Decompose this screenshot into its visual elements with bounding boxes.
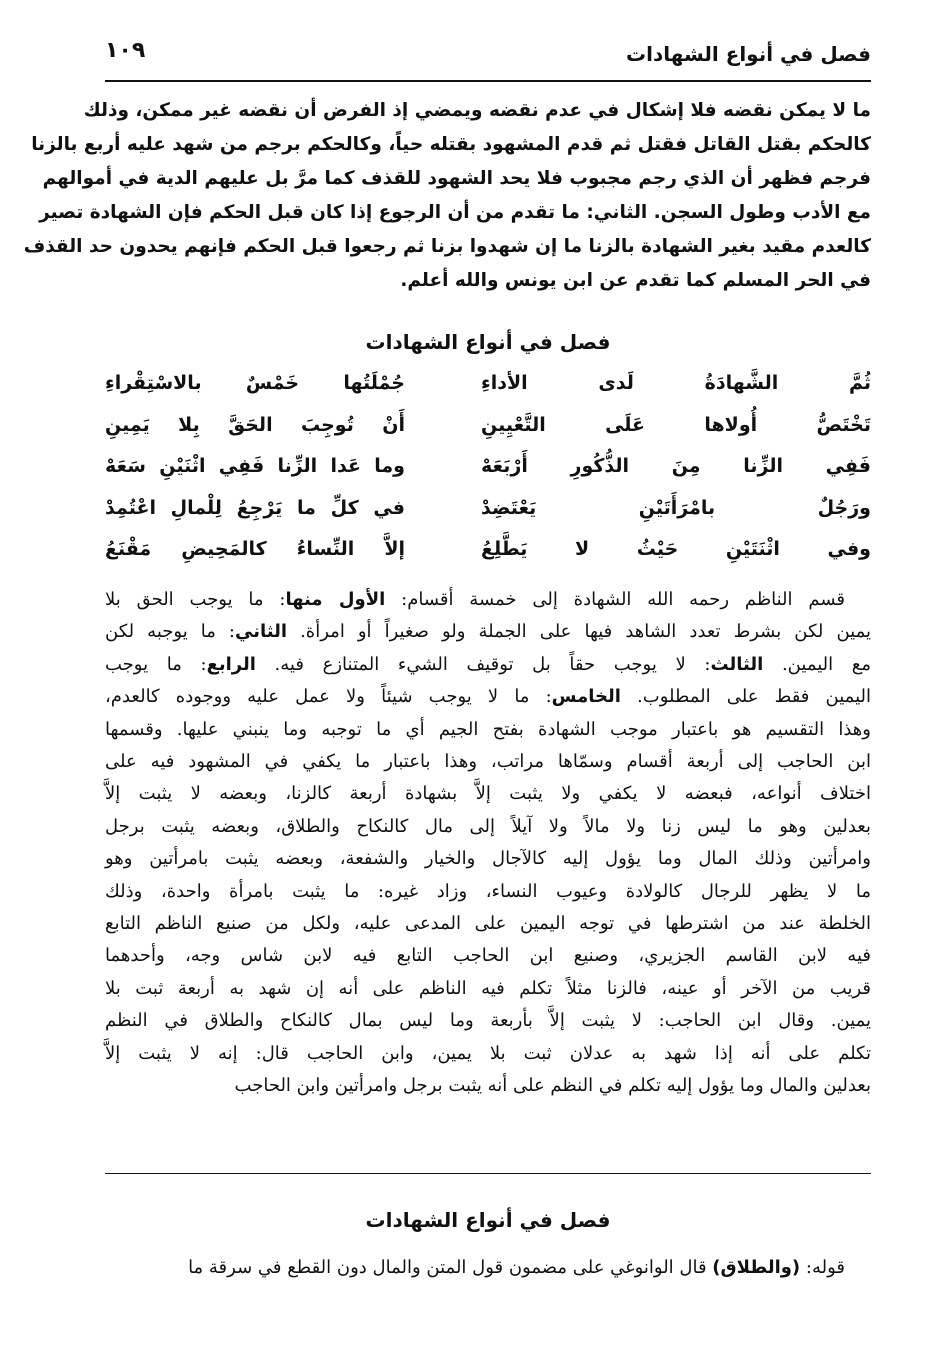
- text-segment: يمين. وقال ابن الحاجب: لا يثبت إلاَّ بأربعة وما ليس بمال كالنكاح والطلاق في النظم: [105, 1010, 871, 1032]
- text-line: [105, 973, 871, 1005]
- text-line: [105, 811, 871, 843]
- text-line: [39, 196, 871, 230]
- verse: [105, 449, 871, 491]
- footnote-text: [105, 1252, 871, 1284]
- text-line: [105, 908, 871, 940]
- text-line: [105, 616, 871, 648]
- bold-term: الثاني: [235, 621, 288, 643]
- text-segment: : لا يوجب حقاً بل توقيف الشيء المتنازع فيه.: [255, 653, 711, 675]
- text-line: [105, 584, 871, 616]
- running-header: [105, 38, 871, 72]
- text-segment: اختلاف أنواعه، فبعضه لا يكفي ولا يثبت إلاَّ بشهادة أربعة كالزنا، وبعضه لا يثبت إلاَّ: [105, 783, 871, 805]
- top-paragraph: [23, 94, 871, 298]
- bold-term: الثالث: [710, 653, 764, 675]
- verse: [105, 491, 871, 533]
- hemistich-left: وما عَدا الزِّنا فَفِي اثْنَيْنِ سَعَهْ: [105, 455, 405, 477]
- text-segment: يمين لكن بشرط تعدد الشاهد فيها على الجملة ولو صغيراً أو امرأة.: [287, 621, 872, 643]
- text-segment: كالحكم بقتل القاتل فقتل ثم قدم المشهود بقتله حياً، وكالحكم برجم من شهد عليه أربع بالزنا: [31, 134, 871, 155]
- text-segment: ابن الحاجب إلى أربعة أقسام وسمّاها مراتب، وهذا باعتبار ما يكفي في المشهود فيه على: [105, 751, 871, 773]
- commentary: [105, 584, 871, 1103]
- text-line: [83, 94, 871, 128]
- text-segment: ما لا يمكن نقضه فلا إشكال في عدم نقضه ويمضي إذ الفرض أن نقضه غير ممكن، وذلك: [83, 100, 871, 121]
- text-line: [42, 162, 871, 196]
- text-line: [105, 1252, 871, 1284]
- hemistich-right: فَفِي الزِّنا مِنَ الذُّكُورِ أَرْبَعَهْ: [481, 455, 871, 477]
- text-segment: تكلم على أنه إذا شهد به عدلان ثبت بلا يمين، وابن الحاجب قال: إنه لا يثبت إلاَّ: [105, 1042, 871, 1064]
- text-segment: : ما يوجبه لكن: [105, 621, 236, 643]
- header-rule: [105, 80, 871, 82]
- text-segment: قريب من الآخر أو عينه، فالزنا مثلاً تكلم فيه الناظم على أنه إن شهد به أربعة ثبت بلا: [105, 977, 871, 999]
- text-segment: قال الوانوغي على مضمون قول المتن والمال دون القطع في سرقة ما: [188, 1257, 713, 1278]
- hemistich-left: إلاَّ النِّساءُ كالمَحِيضِ مَقْنَعُ: [105, 538, 405, 560]
- verse: [105, 532, 871, 574]
- bold-term: الخامس: [551, 686, 621, 708]
- bold-term: (والطلاق): [712, 1257, 801, 1278]
- text-segment: : ما لا يوجب شيئاً ولا عمل عليه ووجوده كالعدم،: [105, 686, 552, 708]
- text-line: [105, 940, 871, 972]
- text-line: [105, 714, 871, 746]
- hemistich-right: ثُمَّ الشَّهادَةُ لَدى الأداءِ: [481, 372, 871, 394]
- footnote-separator: [105, 1173, 871, 1174]
- verse: [105, 408, 871, 450]
- text-segment: في الحر المسلم كما تقدم عن ابن يونس والله أعلم.: [400, 270, 871, 291]
- hemistich-left: في كلِّ ما يَرْجِعُ لِلْمالِ اعْتُمِدْ: [105, 496, 405, 519]
- text-segment: قوله:: [800, 1257, 845, 1278]
- text-line: [105, 1038, 871, 1070]
- text-segment: مع الأدب وطول السجن.: [647, 202, 871, 223]
- text-segment: فرجم فظهر أن الذي رجم مجبوب فلا يحد الشهود للقذف كما مرَّ بل عليهم الدية في أموالهم: [42, 168, 871, 189]
- text-line: [105, 843, 871, 875]
- text-segment: : ما يوجب: [105, 653, 207, 675]
- text-line: [105, 876, 871, 908]
- text-segment: : ما تقدم من أن الرجوع إذا كان قبل الحكم فإن الشهادة تصير: [39, 202, 594, 223]
- bold-term: الثاني: [593, 202, 648, 223]
- hemistich-right: وفي اثْنَتَيْنِ حَيْثُ لا يَطَّلِعُ: [481, 538, 871, 560]
- footnote-title: فصل في أنواع الشهادات: [365, 1208, 611, 1232]
- text-line: [31, 128, 871, 162]
- text-segment: بعدلين والمال وما يؤول إليه تكلم في النظم على أنه يثبت برجل وامرأتين وابن الحاجب: [234, 1075, 871, 1097]
- text-segment: : ما يوجب الحق بلا: [105, 589, 286, 610]
- text-segment: اليمين فقط على المطلوب.: [620, 686, 871, 708]
- text-segment: مع اليمين.: [763, 653, 871, 675]
- hemistich-right: ورَجُلٌ بامْرَأَتَيْنِ يَعْتَضِدْ: [481, 496, 871, 519]
- hemistich-left: أَنْ تُوجِبَ الحَقَّ بِلا يَمِينِ: [105, 413, 405, 436]
- bold-term: الأول منها: [285, 589, 386, 610]
- text-line: [105, 1070, 871, 1102]
- text-line: [23, 230, 871, 264]
- text-line: [105, 681, 871, 713]
- text-segment: بعدلين وهو ما ليس زنا ولا مالاً ولا آيلاً إلى مال كالنكاح والطلاق، وبعضه يثبت برجل: [105, 815, 871, 837]
- text-line: [105, 778, 871, 810]
- text-line: [105, 746, 871, 778]
- section-title: فصل في أنواع الشهادات: [365, 330, 611, 354]
- text-line: [105, 649, 871, 681]
- text-line: [105, 1005, 871, 1037]
- text-segment: الخلطة عند من اشترطها في توجه اليمين على المدعى عليه، ولكل من صنيع الناظم التابع: [105, 913, 871, 935]
- verse: [105, 366, 871, 408]
- text-line: [105, 264, 871, 298]
- text-segment: قسم الناظم رحمه الله الشهادة إلى خمسة أقسام:: [385, 589, 846, 610]
- text-segment: وامرأتين وذلك المال وما يؤول إليه كالآجال والخيار والشفعة، وبعضه يثبت بامرأتين وهو: [105, 848, 871, 870]
- hemistich-left: جُمْلَتُها خَمْسٌ بالاسْتِقْراءِ: [105, 372, 405, 394]
- running-header-title: فصل في أنواع الشهادات: [626, 42, 871, 66]
- text-segment: ما لا يظهر للرجال كالولادة وعيوب النساء، وزاد غيره: ما يثبت بامرأة واحدة، وذلك: [105, 880, 871, 902]
- hemistich-right: تَخْتَصُّ أُولاها عَلَى التَّعْيِينِ: [481, 413, 871, 436]
- text-segment: كالعدم مقيد بغير الشهادة بالزنا ما إن شهدوا بزنا ثم رجعوا قبل الحكم فإنهم يحدون حد القذف: [23, 236, 871, 257]
- page-number: ١٠٩: [105, 38, 146, 63]
- text-segment: فيه لابن القاسم الجزيري، وصنيع ابن الحاجب التابع فيه لابن شاس وجه، وأحدهما: [105, 945, 871, 967]
- bold-term: الرابع: [206, 653, 256, 675]
- text-segment: وهذا التقسيم هو باعتبار موجب الشهادة بفتح الجيم أي ما توجبه وما ينبني عليها. وقسمها: [105, 718, 871, 740]
- poem-verses: [105, 366, 871, 574]
